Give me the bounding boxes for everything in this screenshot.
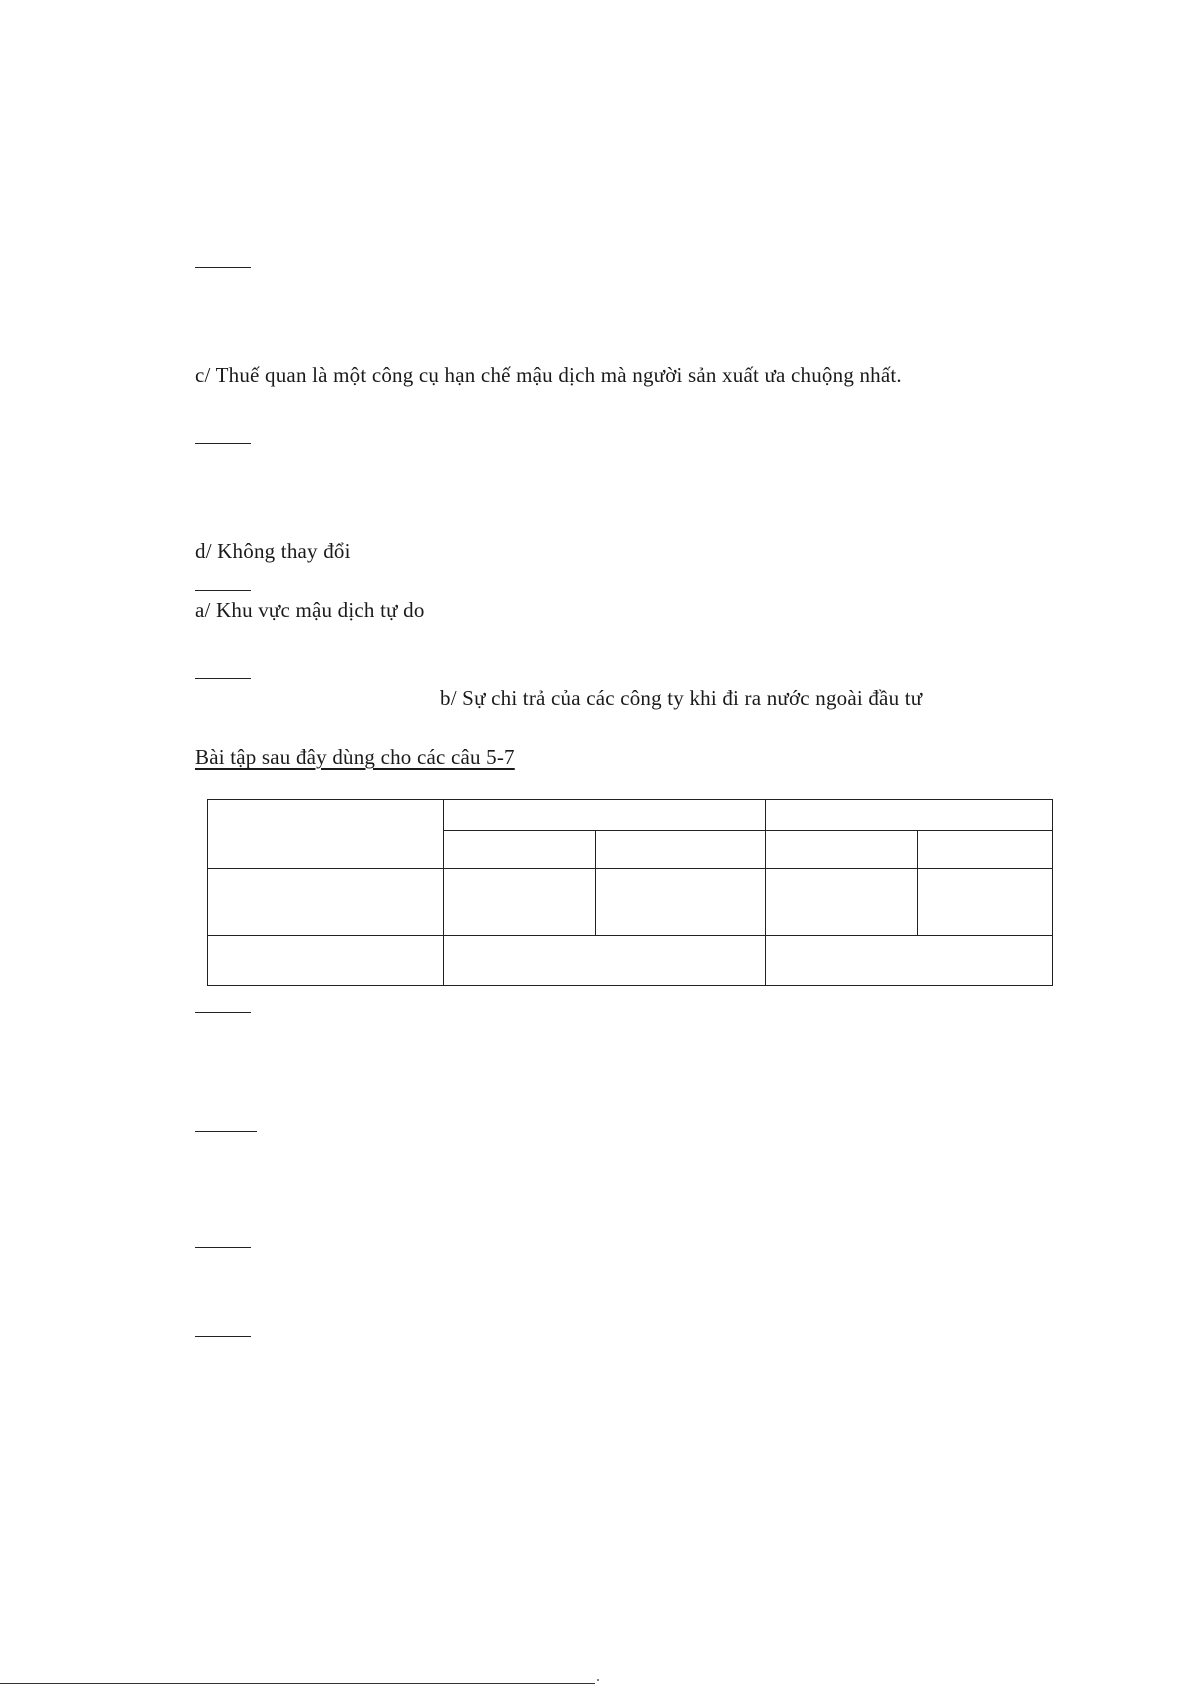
option-a-text: a/ Khu vực mậu dịch tự do [195,598,425,622]
table-cell-row2-group-1 [443,935,766,986]
option-b-text: b/ Sự chi trả của các công ty khi đi ra nước ngoài đầu tư [440,686,923,710]
table-cell-header-group-1 [443,799,766,831]
table-cell-row1-3 [765,868,918,936]
table-cell-row2-label [207,935,444,986]
table-cell-row1-2 [595,868,766,936]
table-cell-subheader-1 [443,830,596,869]
table-cell-subheader-3 [765,830,918,869]
table-cell-row1-1 [443,868,596,936]
table-cell-row2-group-2 [765,935,1053,986]
table-cell-header-group-2 [765,799,1053,831]
table-cell-row1-4 [917,868,1053,936]
footer-mark [597,1679,599,1681]
option-d-text: d/ Không thay đổi [195,539,351,563]
table-cell-subheader-2 [595,830,766,869]
answer-blank-6 [195,1131,257,1132]
footer-rule [0,1683,595,1684]
option-c-text: c/ Thuế quan là một công cụ hạn chế mậu dịch mà người sản xuất ưa chuộng nhất. [195,363,902,387]
answer-blank-4 [195,678,251,679]
answer-blank-2 [195,443,251,444]
answer-blank-3 [195,590,251,591]
table-cell-subheader-4 [917,830,1053,869]
answer-blank-7 [195,1247,251,1248]
answer-blank-5 [195,1012,251,1013]
answer-blank-8 [195,1336,251,1337]
section-heading: Bài tập sau đây dùng cho các câu 5-7 [195,745,515,769]
table-cell-header-label [207,799,444,869]
answer-blank-1 [195,267,251,268]
table-cell-row1-label [207,868,444,936]
